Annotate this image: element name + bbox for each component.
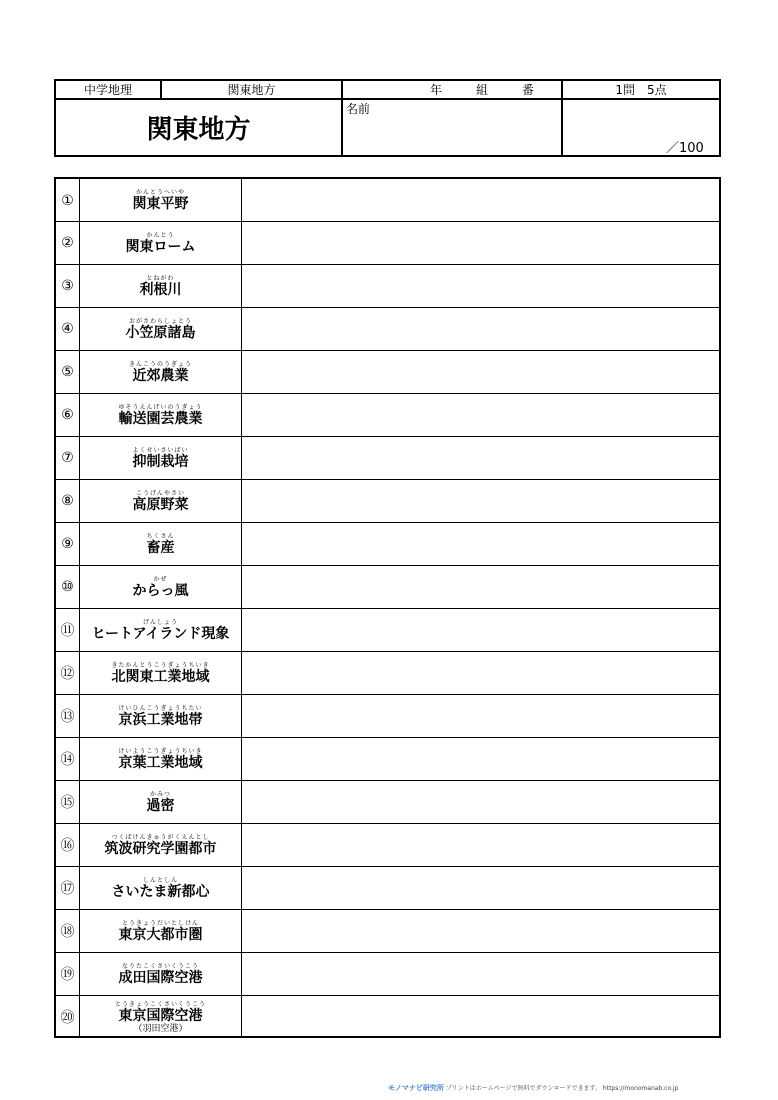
term-cell — [80, 738, 242, 780]
class-number-line — [343, 81, 561, 98]
answer-field[interactable] — [242, 394, 719, 436]
page-title: 関東地方 — [146, 115, 251, 145]
table-row — [56, 221, 719, 264]
term-ruby: かんとう — [146, 231, 175, 239]
answer-field[interactable] — [242, 351, 719, 393]
term-cell — [80, 308, 242, 350]
answer-field[interactable] — [242, 222, 719, 264]
answer-field[interactable] — [242, 695, 719, 737]
answer-field[interactable] — [242, 179, 719, 222]
table-row — [56, 479, 719, 522]
table-row — [56, 651, 719, 694]
term-text: ヒートアイランド現象 — [91, 625, 230, 642]
term-ruby: よくせいさいばい — [132, 446, 189, 454]
answer-field[interactable] — [242, 480, 719, 522]
name-field[interactable] — [346, 115, 558, 153]
term-ruby: げんしょう — [142, 618, 178, 626]
answer-field[interactable] — [242, 437, 719, 479]
term-text: 高原野菜 — [132, 496, 189, 513]
answer-field[interactable] — [242, 609, 719, 651]
row-number: ⑳ — [56, 996, 80, 1038]
term-cell — [80, 996, 242, 1038]
term-text: 筑波研究学園都市 — [104, 840, 217, 857]
table-row — [56, 350, 719, 393]
footer-note: プリントはホームページで無料でダウンロードできます。 https://monomanab.co.jp — [445, 1085, 679, 1092]
term-ruby: とうきょうこくさいくうこう — [114, 1000, 206, 1008]
table-row — [56, 780, 719, 823]
term-ruby: けいようこうぎょうちいき — [118, 747, 203, 755]
term-cell — [80, 566, 242, 608]
score-total: ／100 — [666, 141, 704, 156]
term-ruby: きたかんとうこうぎょうちいき — [111, 661, 210, 669]
table-row — [56, 307, 719, 350]
term-text: 利根川 — [139, 281, 182, 298]
table-row — [56, 995, 719, 1038]
term-ruby: かぜ — [153, 575, 168, 583]
term-cell — [80, 867, 242, 909]
subject-label: 中学地理 — [83, 83, 132, 97]
term-ruby: おがさわらしょとう — [128, 317, 192, 325]
term-cell — [80, 695, 242, 737]
row-number: ⑫ — [56, 652, 80, 694]
term-ruby: しんとしん — [142, 876, 178, 884]
answer-field[interactable] — [242, 867, 719, 909]
term-cell — [80, 394, 242, 436]
name-label: 名前 — [346, 102, 371, 116]
table-row — [56, 866, 719, 909]
row-number: ⑧ — [56, 480, 80, 522]
row-number: ⑮ — [56, 781, 80, 823]
term-cell — [80, 781, 242, 823]
term-cell — [80, 351, 242, 393]
row-number: ⑯ — [56, 824, 80, 866]
term-subtext: （羽田空港） — [133, 1023, 188, 1034]
answer-field[interactable] — [242, 910, 719, 952]
answer-field[interactable] — [242, 566, 719, 608]
term-cell — [80, 910, 242, 952]
term-text: からっ風 — [132, 582, 189, 599]
year-label: 年 — [429, 83, 442, 97]
row-number: ⑥ — [56, 394, 80, 436]
term-ruby: こうげんやさい — [135, 489, 185, 497]
term-cell — [80, 222, 242, 264]
table-row — [56, 694, 719, 737]
term-text: 輸送園芸農業 — [118, 410, 203, 427]
table-row — [56, 608, 719, 651]
answer-field[interactable] — [242, 738, 719, 780]
term-ruby: きんこうのうぎょう — [128, 360, 192, 368]
term-ruby: とねがわ — [146, 274, 175, 282]
term-text: 京浜工業地帯 — [118, 711, 203, 728]
number-label: 番 — [521, 83, 534, 97]
points-rule: 1問 5点 — [615, 83, 667, 97]
term-text: 畜産 — [146, 539, 175, 556]
answer-field[interactable] — [242, 652, 719, 694]
answer-field[interactable] — [242, 953, 719, 995]
term-text: 東京国際空港 — [118, 1007, 203, 1024]
unit-label: 関東地方 — [227, 83, 276, 97]
term-ruby: かんとうへいや — [135, 189, 185, 196]
row-number: ⑬ — [56, 695, 80, 737]
row-number: ⑩ — [56, 566, 80, 608]
term-text: 小笠原諸島 — [125, 324, 196, 341]
row-number: ① — [56, 179, 80, 222]
footer — [388, 1083, 678, 1093]
table-row — [56, 565, 719, 608]
table-row — [56, 522, 719, 565]
answer-field[interactable] — [242, 824, 719, 866]
answer-field[interactable] — [242, 265, 719, 307]
term-text: さいたま新都心 — [111, 883, 210, 900]
class-label: 組 — [475, 83, 488, 97]
term-ruby: かみつ — [150, 790, 171, 798]
term-cell — [80, 953, 242, 995]
term-ruby: なりたこくさいくうこう — [121, 962, 199, 970]
row-number: ⑤ — [56, 351, 80, 393]
row-number: ⑲ — [56, 953, 80, 995]
term-text: 関東平野 — [132, 196, 189, 212]
term-text: 東京大都市圏 — [118, 926, 203, 943]
answer-field[interactable] — [242, 781, 719, 823]
row-number: ③ — [56, 265, 80, 307]
answer-field[interactable] — [242, 308, 719, 350]
term-ruby: ゆそうえんげいのうぎょう — [118, 403, 203, 411]
term-ruby: つくばけんきゅうがくえんとし — [111, 833, 210, 841]
row-number: ⑭ — [56, 738, 80, 780]
term-cell — [80, 609, 242, 651]
term-cell — [80, 437, 242, 479]
table-row — [56, 264, 719, 307]
term-text: 抑制栽培 — [132, 453, 189, 470]
row-number: ⑨ — [56, 523, 80, 565]
brand-logo: モノマナビ研究所 — [388, 1084, 444, 1092]
term-cell — [80, 179, 242, 222]
header-box — [54, 79, 721, 157]
row-number: ⑱ — [56, 910, 80, 952]
term-text: 関東ローム — [125, 238, 196, 255]
term-ruby: とうきょうだいとしけん — [121, 919, 199, 927]
term-cell — [80, 652, 242, 694]
row-number: ② — [56, 222, 80, 264]
term-cell — [80, 265, 242, 307]
term-ruby: ちくさん — [146, 532, 175, 540]
term-text: 過密 — [146, 797, 175, 814]
term-cell — [80, 523, 242, 565]
term-text: 成田国際空港 — [118, 969, 203, 986]
term-text: 近郊農業 — [132, 367, 189, 384]
term-text: 京葉工業地域 — [118, 754, 203, 771]
table-row — [56, 909, 719, 952]
row-number: ⑪ — [56, 609, 80, 651]
table-row — [56, 737, 719, 780]
table-row — [56, 436, 719, 479]
row-number: ⑦ — [56, 437, 80, 479]
row-number: ⑰ — [56, 867, 80, 909]
score-field[interactable] — [566, 100, 716, 135]
answer-field[interactable] — [242, 523, 719, 565]
table-row — [56, 952, 719, 995]
table-row — [56, 179, 719, 222]
term-cell — [80, 824, 242, 866]
row-number: ④ — [56, 308, 80, 350]
table-row — [56, 393, 719, 436]
term-cell — [80, 480, 242, 522]
term-ruby: けいひんこうぎょうちたい — [118, 704, 203, 712]
answer-field[interactable] — [242, 996, 719, 1038]
term-text: 北関東工業地域 — [111, 668, 210, 685]
quiz-table — [54, 177, 721, 1038]
table-row — [56, 823, 719, 866]
